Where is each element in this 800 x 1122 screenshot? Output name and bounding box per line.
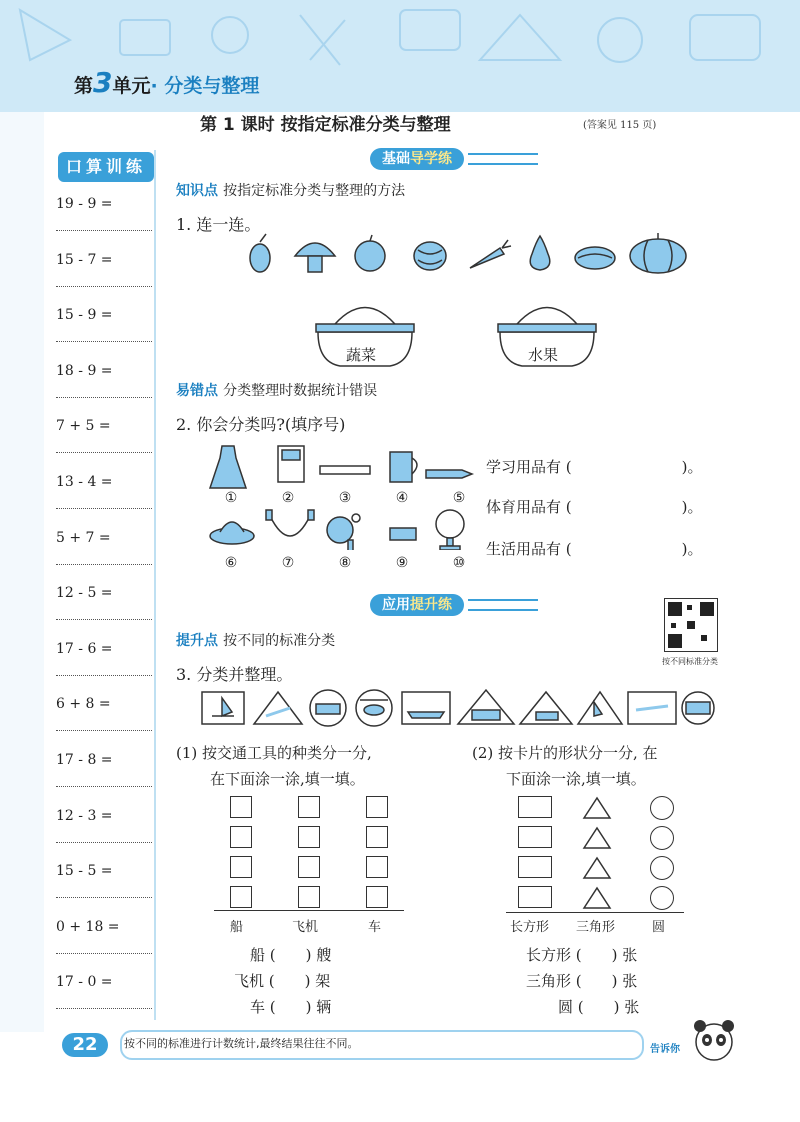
item-number: ① — [224, 490, 238, 506]
jump-rope-icon — [266, 510, 314, 536]
basket-fruits-label: 水果 — [528, 346, 559, 364]
category-label: 圆 — [652, 920, 666, 935]
ping-pong-icon — [327, 514, 360, 550]
rectangle-shape[interactable] — [518, 796, 552, 818]
knowledge-point-label: 知识点 — [176, 183, 218, 199]
count-line: 长方形 ( ) 张 — [526, 946, 638, 964]
answer-dotted-line — [56, 953, 152, 954]
column-divider — [154, 150, 156, 1020]
carrot-icon — [470, 240, 511, 268]
question-2: 2. 你会分类吗?(填序号) — [176, 415, 346, 434]
sailboat-rect-card-icon — [202, 692, 244, 724]
improvement-point-label: 提升点 — [176, 633, 218, 649]
pencil-icon — [426, 470, 472, 478]
answer-dotted-line — [56, 1008, 152, 1009]
book-icon — [278, 446, 304, 482]
oral-item: 18 - 9 = — [56, 362, 113, 379]
apple-icon — [355, 235, 385, 271]
answer-dotted-line — [56, 730, 152, 731]
answer-dotted-line — [56, 397, 152, 398]
watermelon-icon — [414, 242, 446, 270]
count-line: 车 ( ) 辆 — [250, 998, 332, 1016]
answer-dotted-line — [56, 786, 152, 787]
count-line: 船 ( ) 艘 — [250, 946, 332, 964]
oral-item: 17 - 0 = — [56, 974, 113, 991]
plane-triangle-card-icon — [254, 692, 302, 724]
category-label: 三角形 — [576, 920, 616, 935]
section-basic-head — [370, 148, 538, 170]
answer-dotted-line — [56, 619, 152, 620]
item-number: ⑨ — [395, 555, 409, 571]
category-label: 船 — [230, 920, 244, 935]
qr-caption: 按不同标准分类 — [662, 657, 718, 666]
item-number: ⑤ — [452, 490, 466, 506]
pear-icon — [530, 236, 550, 270]
answer-dotted-line — [56, 230, 152, 231]
item-number: ⑩ — [452, 555, 466, 571]
lesson-title: 第 1 课时 按指定标准分类与整理 — [200, 115, 451, 135]
cup-icon — [390, 452, 417, 482]
answer-dotted-line — [56, 564, 152, 565]
mushroom-icon — [295, 243, 335, 272]
category-label: 飞机 — [292, 920, 319, 935]
answer-ref: (答案见 115 页) — [583, 120, 657, 131]
tally-box[interactable] — [230, 856, 252, 878]
oral-item: 7 + 5 = — [56, 418, 111, 435]
tally-box[interactable] — [298, 886, 320, 908]
error-point — [176, 380, 377, 400]
tally-box[interactable] — [298, 826, 320, 848]
car-triangle-card-icon — [520, 692, 572, 724]
tally-box[interactable] — [298, 796, 320, 818]
q3-part1-line2: 在下面涂一涂,填一填。 — [210, 770, 365, 788]
tally-box[interactable] — [366, 886, 388, 908]
rectangle-shape[interactable] — [518, 886, 552, 908]
q3-part1-line1: (1) 按交通工具的种类分一分, — [176, 744, 372, 762]
answer-dotted-line — [56, 842, 152, 843]
answer-dotted-line — [56, 897, 152, 898]
hat-icon — [210, 522, 254, 544]
left-margin-band — [0, 112, 44, 1032]
knowledge-point-text: 按指定标准分类与整理的方法 — [223, 183, 406, 199]
oral-item: 15 - 7 = — [56, 251, 113, 268]
oral-item: 13 - 4 = — [56, 474, 113, 490]
page-number: 22 — [62, 1033, 108, 1057]
section-deco-lines — [468, 153, 538, 165]
tally-box[interactable] — [230, 886, 252, 908]
fan-icon — [436, 510, 464, 550]
section-apply-tag: 应用提升练 — [370, 594, 464, 616]
answer-dotted-line — [56, 341, 152, 342]
transport-cards — [200, 686, 720, 732]
triangle-shape[interactable] — [582, 886, 612, 910]
oral-item: 19 - 9 = — [56, 196, 113, 212]
item-number: ⑦ — [281, 555, 295, 571]
car-circle-card-icon — [310, 690, 346, 726]
item-number: ② — [281, 490, 295, 506]
error-point-text: 分类整理时数据统计错误 — [223, 383, 378, 399]
item-number: ③ — [338, 490, 352, 506]
q2-nums-row1 — [220, 490, 470, 506]
dress-icon — [210, 446, 246, 488]
oral-item: 6 + 8 = — [56, 696, 111, 713]
circle-shape[interactable] — [650, 886, 674, 910]
basket-vegetables-label: 蔬菜 — [346, 346, 377, 364]
bus-circle-card-icon — [682, 692, 714, 724]
oral-item: 15 - 5 = — [56, 863, 113, 880]
question-1: 1. 连一连。 — [176, 215, 261, 234]
q3-part2-line2: 下面涂一涂,填一填。 — [506, 770, 646, 788]
triangle-shape[interactable] — [582, 856, 612, 880]
improvement-point-text: 按不同的标准分类 — [223, 633, 336, 649]
tally-box[interactable] — [298, 856, 320, 878]
tally-box[interactable] — [366, 856, 388, 878]
item-number: ④ — [395, 490, 409, 506]
knowledge-point — [176, 180, 405, 200]
oral-training-badge: 口算训练 — [58, 152, 154, 182]
error-point-label: 易错点 — [176, 383, 218, 399]
panda-mascot-icon — [690, 1016, 738, 1064]
question-3: 3. 分类并整理。 — [176, 665, 293, 684]
study-supplies-line: 学习用品有 ( )。 — [486, 458, 703, 476]
count-line: 飞机 ( ) 架 — [234, 972, 331, 990]
tell-you-label: 告诉你 — [650, 1044, 680, 1055]
item-number: ⑧ — [338, 555, 352, 571]
plane-rect-card-icon — [628, 692, 676, 724]
count-line: 圆 ( ) 张 — [558, 998, 640, 1016]
eggplant-icon — [250, 234, 270, 272]
circle-shape[interactable] — [650, 826, 674, 850]
oral-item: 5 + 7 = — [56, 529, 111, 546]
answer-dotted-line — [56, 675, 152, 676]
axis-line — [214, 910, 404, 911]
sports-supplies-line: 体育用品有 ( )。 — [486, 498, 703, 516]
section-apply-head — [370, 594, 538, 616]
bus-triangle-card-icon — [458, 690, 514, 724]
rectangle-shape[interactable] — [518, 826, 552, 848]
triangle-shape[interactable] — [582, 796, 612, 820]
count-line: 三角形 ( ) 张 — [526, 972, 638, 990]
tally-box[interactable] — [230, 796, 252, 818]
tip-text: 按不同的标准进行计数统计,最终结果往往不同。 — [124, 1037, 359, 1050]
circle-shape[interactable] — [650, 856, 674, 880]
q1-items-row — [240, 230, 710, 280]
oral-item: 17 - 8 = — [56, 752, 113, 768]
tally-box[interactable] — [366, 796, 388, 818]
triangle-shape[interactable] — [582, 826, 612, 850]
axis-line — [506, 912, 684, 913]
daily-supplies-line: 生活用品有 ( )。 — [486, 540, 703, 558]
unit-title: 第3单元· 分类与整理 — [74, 66, 260, 99]
oral-item: 17 - 6 = — [56, 640, 113, 657]
section-basic-tag: 基础导学练 — [370, 148, 464, 170]
qr-code-icon[interactable] — [664, 598, 718, 652]
item-number: ⑥ — [224, 555, 238, 571]
answer-dotted-line — [56, 508, 152, 509]
section-deco-lines — [468, 599, 538, 611]
tally-box[interactable] — [230, 826, 252, 848]
sailboat-triangle-card-icon — [578, 692, 622, 724]
category-label: 车 — [368, 920, 382, 935]
soap-icon — [390, 528, 416, 540]
category-label: 长方形 — [510, 920, 550, 935]
rectangle-shape[interactable] — [518, 856, 552, 878]
cabbage-icon — [575, 247, 615, 269]
oral-item: 12 - 3 = — [56, 807, 113, 824]
ship-rect-card-icon — [402, 692, 450, 724]
oral-item: 15 - 9 = — [56, 307, 113, 324]
q3-part2-line1: (2) 按卡片的形状分一分, 在 — [472, 744, 658, 762]
ruler-icon — [320, 466, 370, 474]
answer-dotted-line — [56, 286, 152, 287]
answer-dotted-line — [56, 452, 152, 453]
tally-box[interactable] — [366, 826, 388, 848]
improvement-point — [176, 630, 335, 650]
oral-item: 12 - 5 = — [56, 585, 113, 602]
circle-shape[interactable] — [650, 796, 674, 820]
pumpkin-icon — [630, 233, 686, 273]
helicopter-circle-card-icon — [356, 690, 392, 726]
oral-item: 0 + 18 = — [56, 918, 120, 935]
q2-nums-row2 — [220, 555, 470, 571]
